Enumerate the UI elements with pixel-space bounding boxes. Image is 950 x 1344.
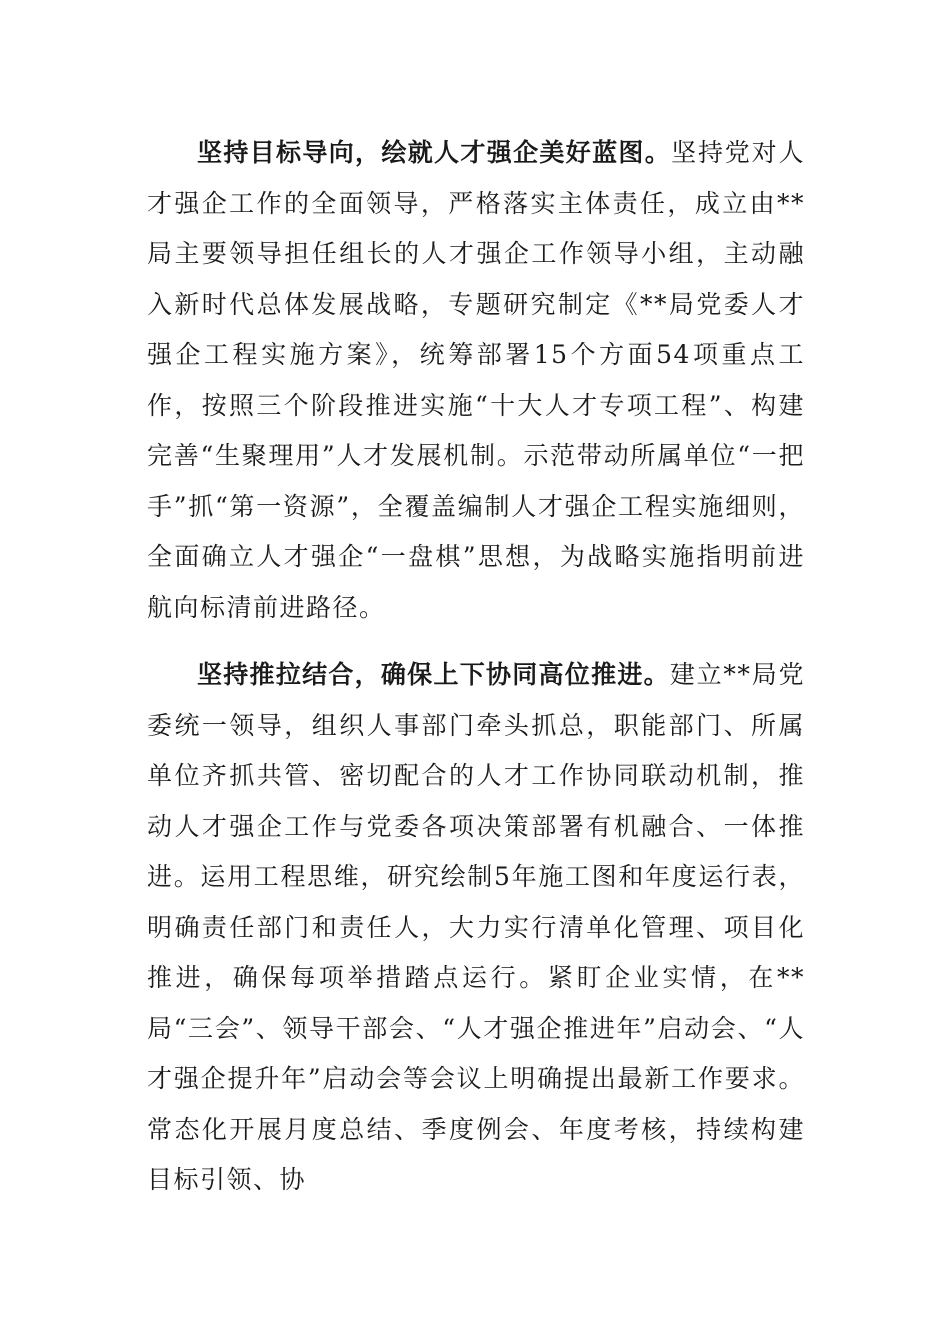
document-body	[147, 128, 805, 1206]
paragraph-goal-orientation	[147, 128, 805, 633]
paragraph-text: 坚持党对人才强企工作的全面领导，严格落实主体责任，成立由**局主要领导担任组长的人才强企工作领导小组，主动融入新时代总体发展战略，专题研究制定《**局党委人才强企工程实施方案》，统筹部署15个方面54项重点工作，按照三个阶段推进实施“十大人才专项工程”、构建完善“生聚理用”人才发展机制。示范带动所属单位“一把手”抓“第一资源”，全覆盖编制人才强企工程实施细则，全面确立人才强企“一盘棋”思想，为战略实施指明前进航向标清前进路径。	[147, 138, 805, 622]
paragraph-text: 建立**局党委统一领导，组织人事部门牵头抓总，职能部门、所属单位齐抓共管、密切配合的人才工作协同联动机制，推动人才强企工作与党委各项决策部署有机融合、一体推进。运用工程思维，研究绘制5年施工图和年度运行表，明确责任部门和责任人，大力实行清单化管理、项目化推进，确保每项举措踏点运行。紧盯企业实情，在**局“三会”、领导干部会、“人才强企推进年”启动会、“人才强企提升年”启动会等会议上明确提出最新工作要求。常态化开展月度总结、季度例会、年度考核，持续构建目标引领、协	[147, 660, 805, 1194]
paragraph-heading: 坚持推拉结合，确保上下协同高位推进。	[197, 660, 670, 689]
paragraph-push-pull	[147, 650, 805, 1206]
paragraph-heading: 坚持目标导向，绘就人才强企美好蓝图。	[197, 138, 672, 167]
